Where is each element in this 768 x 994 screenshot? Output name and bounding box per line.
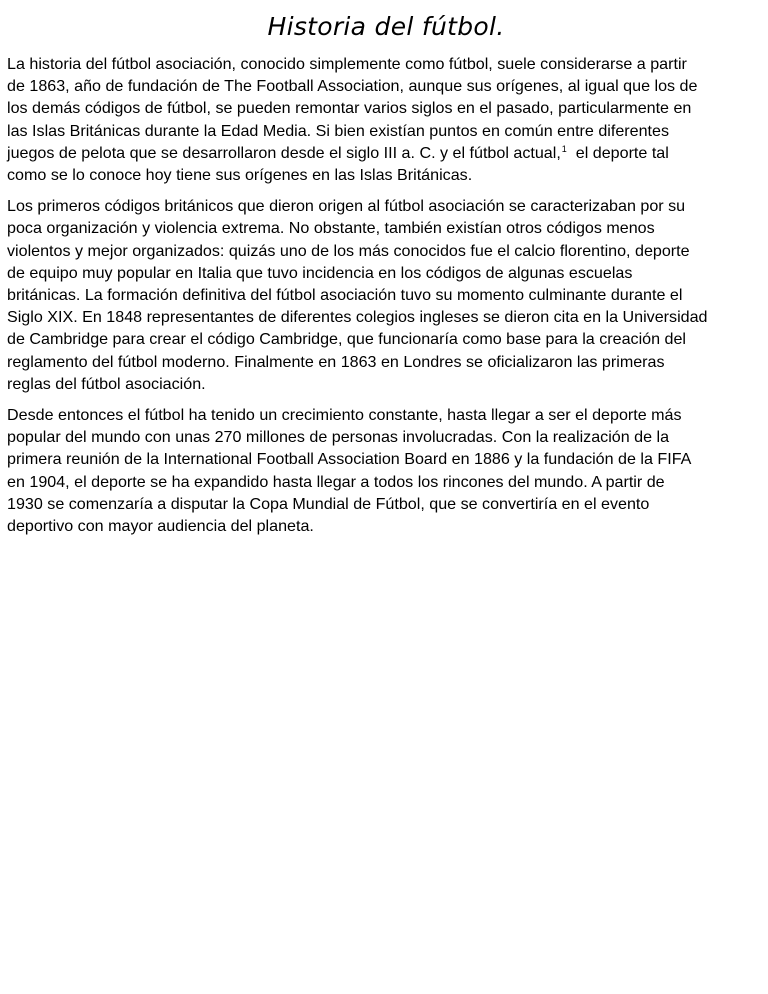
- paragraph-line: primera reunión de la International Football Association Board en 1886 y la fundación de la FIFA: [7, 450, 692, 469]
- paragraph-line: La historia del fútbol asociación, conocido simplemente como fútbol, suele considerarse a partir: [7, 55, 687, 73]
- paragraph-line: en 1904, el deporte se ha expandido hasta llegar a todos los rincones del mundo. A partir de: [7, 472, 665, 491]
- document-page: [7, 12, 765, 546]
- paragraph-line: 1930 se comenzaría a disputar la Copa Mundial de Fútbol, que se convertiría en el evento: [7, 494, 650, 513]
- paragraph-line: de Cambridge para crear el código Cambridge, que funcionaría como base para la creación del: [7, 330, 687, 349]
- paragraph-line: Siglo XIX. En 1848 representantes de diferentes colegios ingleses se dieron cita en la Universidad: [7, 308, 708, 327]
- paragraph-line: de 1863, año de fundación de The Football Association, aunque sus orígenes, al igual que los de: [7, 77, 698, 96]
- paragraph-line-with-footnote: [7, 142, 765, 164]
- paragraph-line: Los primeros códigos británicos que dieron origen al fútbol asociación se caracterizaban por su: [7, 197, 686, 216]
- paragraph-line: las Islas Británicas durante la Edad Media. Si bien existían puntos en común entre diferentes: [7, 121, 670, 140]
- paragraph-3: [7, 404, 765, 537]
- paragraph-line: deportivo con mayor audiencia del planeta.: [7, 517, 314, 536]
- paragraph-1: [7, 53, 765, 186]
- paragraph-line: popular del mundo con unas 270 millones de personas involucradas. Con la realización de la: [7, 428, 670, 447]
- paragraph-line: de equipo muy popular en Italia que tuvo incidencia en los códigos de algunas escuelas: [7, 263, 633, 282]
- paragraph-line: los demás códigos de fútbol, se pueden remontar varios siglos en el pasado, particularmente en: [7, 99, 692, 118]
- paragraph-line-text: el deporte tal: [575, 143, 669, 162]
- paragraph-line: violentos y mejor organizados: quizás uno de los más conocidos fue el calcio florentino, deporte: [7, 241, 690, 260]
- paragraph-line-text: juegos de pelota que se desarrollaron desde el siglo III a. C. y el fútbol actual,: [7, 143, 561, 162]
- paragraph-line: Desde entonces el fútbol ha tenido un crecimiento constante, hasta llegar a ser el deporte más: [7, 406, 682, 425]
- document-title: Historia del fútbol.: [267, 12, 505, 41]
- footnote-marker[interactable]: 1: [561, 143, 567, 154]
- paragraph-line: poca organización y violencia extrema. No obstante, también existían otros códigos menos: [7, 219, 655, 238]
- paragraph-2: [7, 195, 765, 395]
- paragraph-line: reglamento del fútbol moderno. Finalmente en 1863 en Londres se oficializaron las primeras: [7, 352, 665, 371]
- paragraph-line: reglas del fútbol asociación.: [7, 374, 206, 393]
- paragraph-line: como se lo conoce hoy tiene sus orígenes en las Islas Británicas.: [7, 166, 473, 185]
- paragraph-line: británicas. La formación definitiva del fútbol asociación tuvo su momento culminante durante el: [7, 286, 683, 305]
